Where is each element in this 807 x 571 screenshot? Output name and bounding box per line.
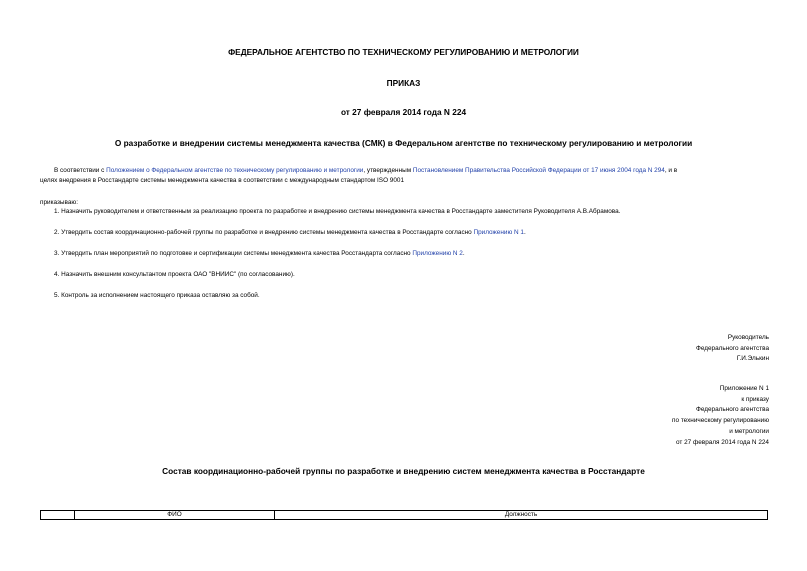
item-3-text: 3. Утвердить план мероприятий по подготовке и сертификации системы менеджмента качества Росстандарта согласно xyxy=(54,250,413,257)
item-2-text: 2. Утвердить состав координационно-рабочей группы по разработке и внедрению системы менеджмента качества в Росстандарте согласно xyxy=(54,229,474,236)
appendix-line-1: Приложение N 1 xyxy=(719,385,769,392)
group-table xyxy=(40,510,768,520)
order-word: приказываю: xyxy=(40,199,78,206)
item-2 xyxy=(54,228,774,238)
order-date-number: от 27 февраля 2014 года N 224 xyxy=(340,107,467,117)
item-1: 1. Назначить руководителем и ответственным за реализацию проекта по разработке и внедрению системы менеджмента качества в Росстандарте заместителя Руководителя А.В.Абрамова. xyxy=(54,208,621,215)
link-appendix-2[interactable]: Приложению N 2 xyxy=(412,250,463,257)
agency-heading: ФЕДЕРАЛЬНОЕ АГЕНТСТВО ПО ТЕХНИЧЕСКОМУ РЕГУЛИРОВАНИЮ И МЕТРОЛОГИИ xyxy=(228,47,579,57)
appendix-header xyxy=(672,384,769,448)
signature-block xyxy=(696,333,769,365)
item-3-period: . xyxy=(462,250,465,257)
preamble xyxy=(40,166,770,186)
item-2-period: . xyxy=(523,229,526,236)
appendix-line-5: и метрологии xyxy=(729,427,769,435)
item-3 xyxy=(54,249,774,259)
link-appendix-1[interactable]: Приложению N 1 xyxy=(473,229,524,236)
link-government-decree[interactable]: Постановлением Правительства Российской Федерации от 17 июня 2004 года N 294 xyxy=(412,167,665,174)
preamble-line-2: целях внедрения в Росстандарте системы менеджмента качества в соответствии с международным стандартом ISO 9001 xyxy=(40,177,405,184)
appendix-line-4: по техническому регулированию xyxy=(672,417,769,425)
appendix-line-2: к приказу xyxy=(741,395,769,403)
document-type: ПРИКАЗ xyxy=(386,78,421,88)
table-header-row xyxy=(41,511,768,520)
preamble-text-1: В соответствии с xyxy=(54,167,107,174)
order-title: О разработке и внедрении системы менеджмента качества (СМК) в Федеральном агентстве по техническому регулированию и метрологии xyxy=(114,138,693,148)
signature-line-2: Федерального агентства xyxy=(695,344,769,352)
table-header-name: ФИО xyxy=(75,511,275,520)
signature-name: Г.И.Элькин xyxy=(736,355,769,363)
appendix-line-3: Федерального агентства xyxy=(695,406,769,414)
preamble-text-2: , утвержденным xyxy=(363,167,413,174)
item-5: 5. Контроль за исполнением настоящего приказа оставляю за собой. xyxy=(54,292,260,299)
appendix-line-6: от 27 февраля 2014 года N 224 xyxy=(676,438,769,446)
appendix-title: Состав координационно-рабочей группы по разработке и внедрению систем менеджмента качества в Росстандарте xyxy=(162,466,645,476)
signature-line-1: Руководитель xyxy=(727,334,769,341)
table-cell-number xyxy=(41,511,75,520)
table-header-position: Должность xyxy=(275,511,768,520)
preamble-text-3: , и в xyxy=(664,167,678,174)
link-regulation[interactable]: Положением о Федеральном агентстве по техническому регулированию и метрологии xyxy=(106,167,364,174)
item-4: 4. Назначить внешним консультантом проекта ОАО "ВНИИС" (по согласованию). xyxy=(54,271,295,278)
